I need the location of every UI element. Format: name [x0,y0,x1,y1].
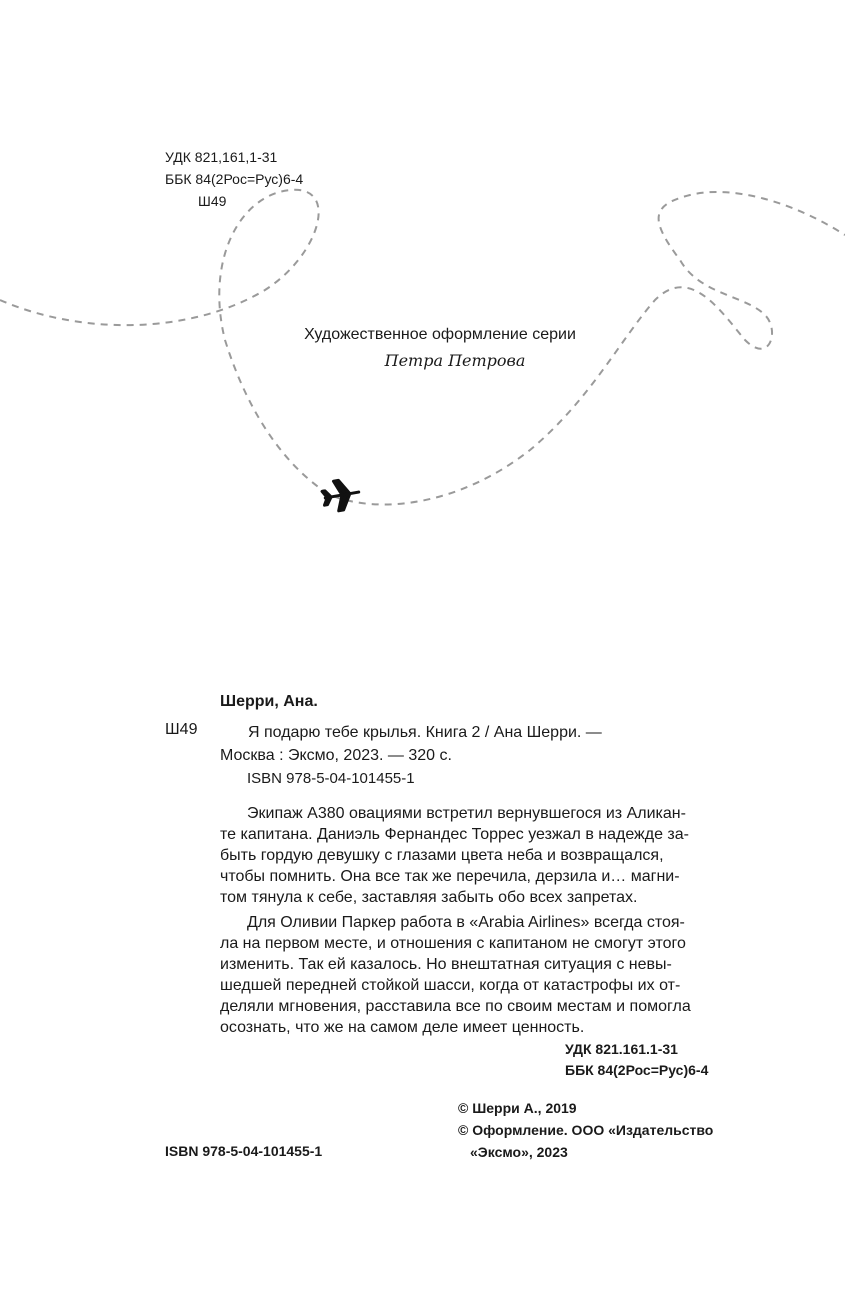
annotation-line: Экипаж А380 овациями встретил вернувшегося из Аликан- [247,805,686,822]
annotation-line: том тянула к себе, заставляя забыть обо всех запретах. [220,889,638,906]
annotation-line: ла на первом месте, и отношения с капитаном не смогут этого [220,935,686,952]
catalog-author-mark: Ш49 [165,721,198,738]
bbk-bottom: ББК 84(2Рос=Рус)6-4 [565,1062,709,1078]
catalog-title-line1: Я подарю тебе крылья. Книга 2 / Ана Шерри. — [248,724,602,741]
author-mark-top: Ш49 [198,193,227,209]
copyright-publisher: «Эксмо», 2023 [470,1144,568,1160]
catalog-isbn: ISBN 978-5-04-101455-1 [247,770,415,787]
annotation-line: те капитана. Даниэль Фернандес Торрес уезжал в надежде за- [220,826,689,843]
annotation-line: чтобы помнить. Она все так же перечила, дерзила и… магни- [220,868,680,885]
copyright-block [458,1097,713,1163]
bottom-classification [565,1039,708,1081]
series-design-credit [230,322,650,374]
catalog-author: Шерри, Ана. [220,693,318,710]
copyright-design: © Оформление. ООО «Издательство [458,1122,714,1138]
bbk-top: ББК 84(2Рос=Рус)6-4 [165,171,304,187]
annotation-line: Для Оливии Паркер работа в «Arabia Airlines» всегда стоя- [247,914,685,931]
annotation-line: деляли мгновения, расставила все по своим местам и помогла [220,998,691,1015]
annotation-line: осознать, что же на самом деле имеет ценность. [220,1019,585,1036]
series-design-label: Художественное оформление серии [304,326,576,343]
udk-top: УДК 821,161,1-31 [165,149,278,165]
top-classification [165,146,303,212]
airplane-icon [321,477,362,513]
annotation-line: изменить. Так ей казалось. Но внештатная ситуация с невы- [220,956,672,973]
annotation-paragraph-2 [220,912,726,1038]
annotation [220,803,726,1038]
catalog-title-line2: Москва : Эксмо, 2023. — 320 с. [220,747,452,764]
series-design-artist: Петра Петрова [384,351,526,370]
udk-bottom: УДК 821.161.1-31 [565,1041,678,1057]
annotation-line: шедшей передней стойкой шасси, когда от катастрофы их от- [220,977,681,994]
catalog-title-block [220,721,726,767]
isbn-bottom: ISBN 978-5-04-101455-1 [165,1143,323,1159]
annotation-paragraph-1 [220,803,726,908]
annotation-line: быть гордую девушку с глазами цвета неба и возвращался, [220,847,664,864]
copyright-author: © Шерри А., 2019 [458,1100,577,1116]
